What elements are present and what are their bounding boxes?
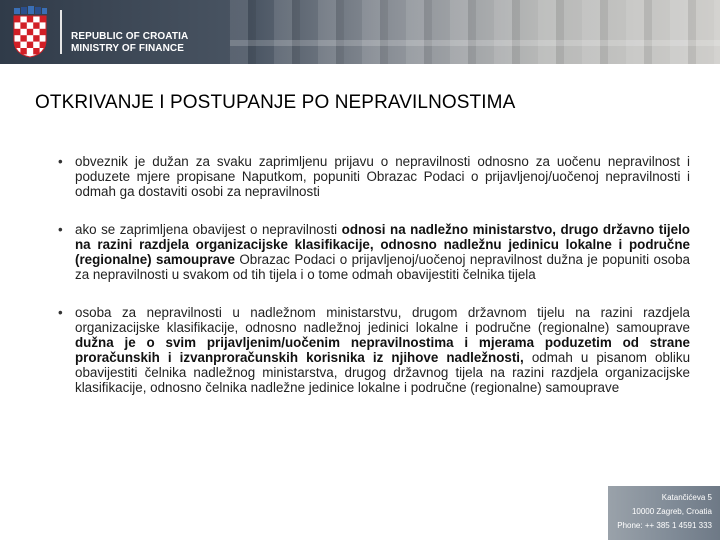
footer-line-2: 10000 Zagreb, Croatia [631, 507, 712, 516]
bullet-item-3 [58, 305, 690, 395]
footer-line-1: Katančićeva 5 [661, 493, 712, 502]
bullet-2-text-a: ako se zaprimljena obavijest o nepravilnosti [75, 222, 342, 237]
crown-icon [14, 6, 47, 14]
bullet-3-text-bold: dužna je o svim prijavljenim/uočenim nepravilnostima i mjerama poduzetim od strane proračunskih i izvanproračunskih korisnika iz njihove nadležnosti, [75, 335, 690, 365]
org-line-1: REPUBLIC OF CROATIA [71, 31, 189, 42]
header-divider [60, 10, 62, 54]
header-banner [0, 0, 720, 64]
footer-address-box [608, 486, 720, 540]
footer-address [617, 491, 712, 533]
building-facade-image [230, 0, 720, 64]
organization-name [71, 31, 188, 55]
bullet-item-1 [58, 154, 690, 199]
bullet-2-text-bold: odnosi na nadležno ministarstvo, drugo državno tijelo na razini razdjela organizacijske klasifikacije, odnosno nadležnu jedinicu lokalne i područne (regionalne) samouprave [75, 222, 690, 267]
facade-cornice [230, 40, 720, 46]
footer-line-3: Phone: ++ 385 1 4591 333 [617, 521, 712, 530]
bullet-item-2 [58, 222, 690, 282]
bullet-3-text-c: odmah u pisanom obliku obavijestiti čelnika nadležnog ministarstva, drugog državnog tijela na razini razdjela organizacijske klasifikacije, odnosno čelnika nadležne jedinice lokalne i područne (regionalne) samouprave [75, 350, 691, 395]
slide-title: OTKRIVANJE I POSTUPANJE PO NEPRAVILNOSTIMA [35, 92, 516, 113]
org-line-2: MINISTRY OF FINANCE [71, 43, 185, 54]
bullet-1-text: obveznik je dužan za svaku zaprimljenu prijavu o nepravilnosti odnosno za uočenu nepravilnost i poduzete mjere propisane Naputkom, popuniti Obrazac Podaci o prijavljenoj/uočenoj nepravilnosti i odmah ga dostaviti osobi za nepravilnosti [75, 154, 690, 199]
bullet-3-text-a: osoba za nepravilnosti u nadležnom ministarstvu, drugom državnom tijelu na razini razdjela organizacijske klasifikacije, odnosno nadležnoj jedinici lokalne i područne (regionalne) samouprave [75, 305, 690, 335]
bullet-2-text-c: Obrazac Podaci o prijavljenoj/uočenoj nepravilnost dužna je popuniti osoba za nepravilnosti u svakom od tih tijela i o tome odmah obavijestiti čelnika tijela [75, 252, 690, 282]
croatian-coat-of-arms-icon [12, 6, 48, 58]
bullet-list [58, 154, 690, 395]
